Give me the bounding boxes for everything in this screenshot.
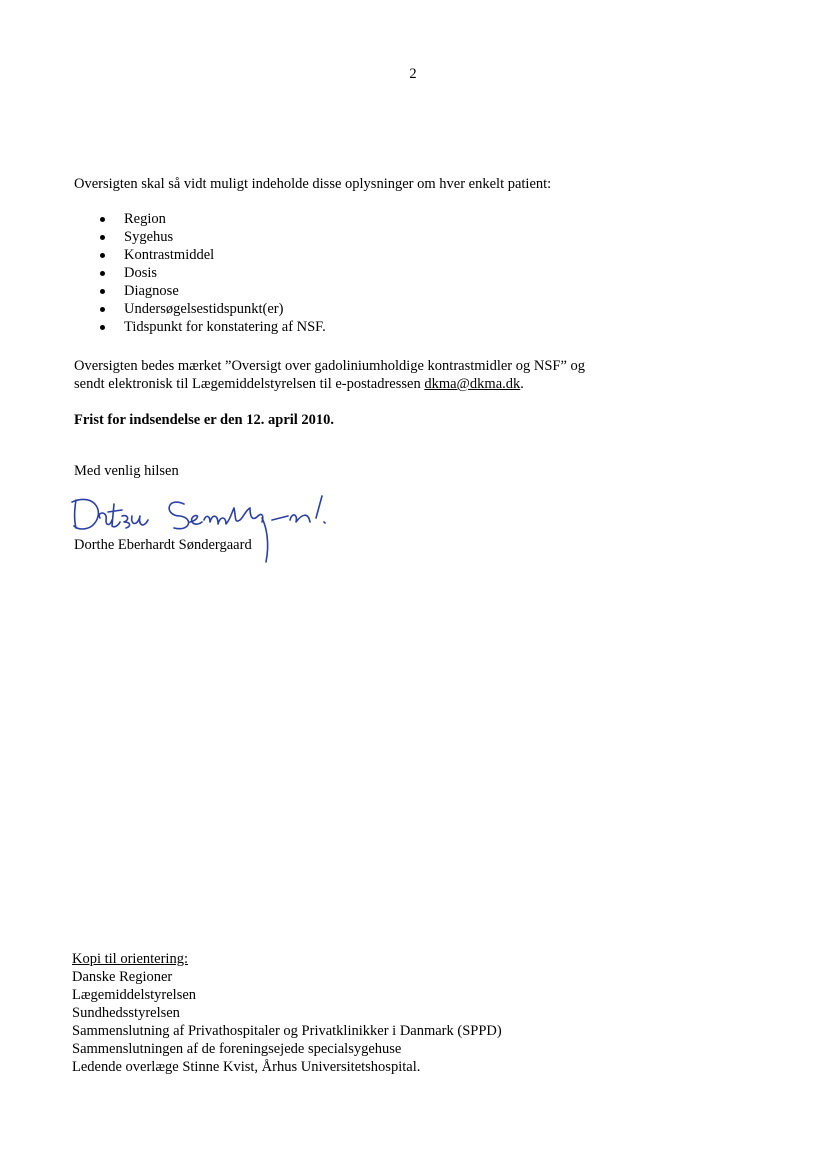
bullet-item: Sygehus [98,228,326,246]
copy-recipient: Sammenslutning af Privathospitaler og Privatklinikker i Danmark (SPPD) [72,1023,502,1039]
deadline-text: Frist for indsendelse er den 12. april 2010. [74,412,335,428]
handwritten-signature [66,486,366,566]
copy-recipient: Lægemiddelstyrelsen [72,987,197,1003]
copy-recipient: Sammenslutningen af de foreningsejede specialsygehuse [72,1041,402,1057]
information-bullet-list [98,210,326,336]
intro-text: Oversigten skal så vidt muligt indeholde disse oplysninger om hver enkelt patient: [74,176,552,192]
email-link[interactable]: dkma@dkma.dk [424,376,521,392]
page-number: 2 [409,66,417,82]
closing-greeting: Med venlig hilsen [74,463,179,479]
bullet-item: Region [98,210,326,228]
submission-paragraph [74,357,585,393]
paragraph-line-2-suffix: . [520,376,524,392]
copy-recipients-list [72,968,502,1076]
copy-recipients-title: Kopi til orientering: [72,951,188,967]
paragraph-line-1: Oversigten bedes mærket ”Oversigt over gadoliniumholdige kontrastmidler og NSF” og [74,358,586,374]
bullet-item: Dosis [98,264,326,282]
copy-recipient: Sundhedsstyrelsen [72,1005,180,1021]
paragraph-line-2 [74,375,585,393]
paragraph-line-2-prefix: sendt elektronisk til Lægemiddelstyrelsen til e-postadressen [74,376,425,392]
bullet-item: Tidspunkt for konstatering af NSF. [98,318,326,336]
copy-recipient: Danske Regioner [72,969,173,985]
signer-name: Dorthe Eberhardt Søndergaard [74,537,252,553]
copy-recipient: Ledende overlæge Stinne Kvist, Århus Universitetshospital. [72,1059,421,1075]
bullet-item: Undersøgelsestidspunkt(er) [98,300,326,318]
bullet-item: Kontrastmiddel [98,246,326,264]
bullet-item: Diagnose [98,282,326,300]
copy-recipients-section [72,950,502,1076]
